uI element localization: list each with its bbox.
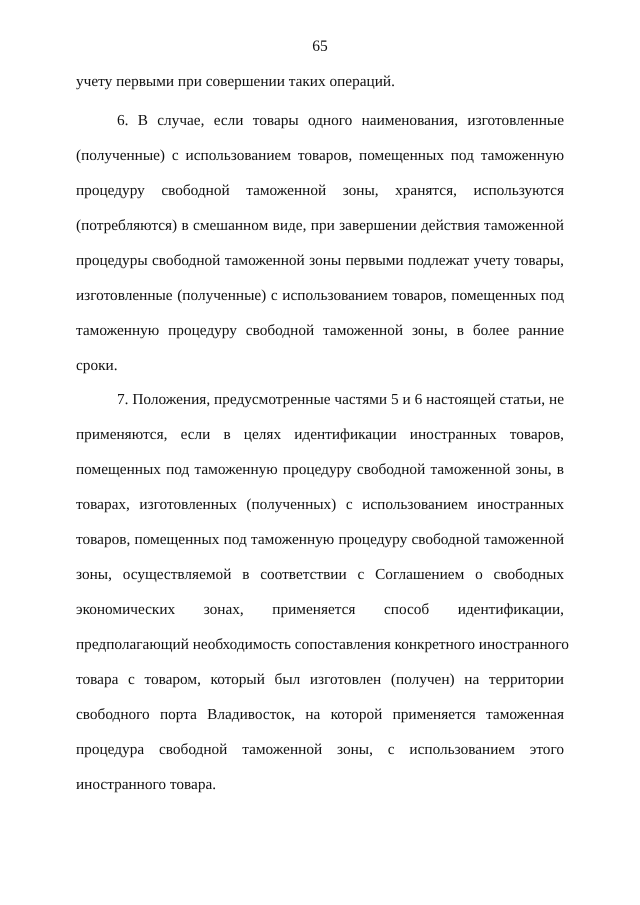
text-line: товарах, изготовленных (полученных) с использованием иностранных [76,496,564,513]
text-line: товара с товаром, который был изготовлен (получен) на территории [76,671,564,688]
text-line: зоны, осуществляемой в соответствии с Соглашением о свободных [76,566,564,583]
text-line: 6. В случае, если товары одного наименования, изготовленные [117,112,564,129]
text-line: таможенную процедуру свободной таможенной зоны, в более ранние [76,322,564,339]
text-line: (полученные) с использованием товаров, помещенных под таможенную [76,147,564,164]
text-line: применяются, если в целях идентификации иностранных товаров, [76,426,564,443]
text-line: учету первыми при совершении таких операций. [76,73,395,90]
text-line: процедуры свободной таможенной зоны первыми подлежат учету товары, [76,252,564,269]
text-line: (потребляются) в смешанном виде, при завершении действия таможенной [76,217,564,234]
text-line: изготовленные (полученные) с использованием товаров, помещенных под [76,287,564,304]
text-line: иностранного товара. [76,776,217,793]
text-line: предполагающий необходимость сопоставления конкретного иностранного [76,636,569,653]
text-line: товаров, помещенных под таможенную процедуру свободной таможенной [76,531,564,548]
text-line: свободного порта Владивосток, на которой применяется таможенная [76,706,564,723]
text-line: помещенных под таможенную процедуру свободной таможенной зоны, в [76,461,564,478]
text-line: процедура свободной таможенной зоны, с использованием этого [76,741,564,758]
page-number: 65 [312,38,328,55]
text-line: сроки. [76,357,118,374]
text-line: экономических зонах, применяется способ идентификации, [76,601,564,618]
text-line: 7. Положения, предусмотренные частями 5 и 6 настоящей статьи, не [117,391,564,408]
text-line: процедуру свободной таможенной зоны, хранятся, используются [76,182,564,199]
